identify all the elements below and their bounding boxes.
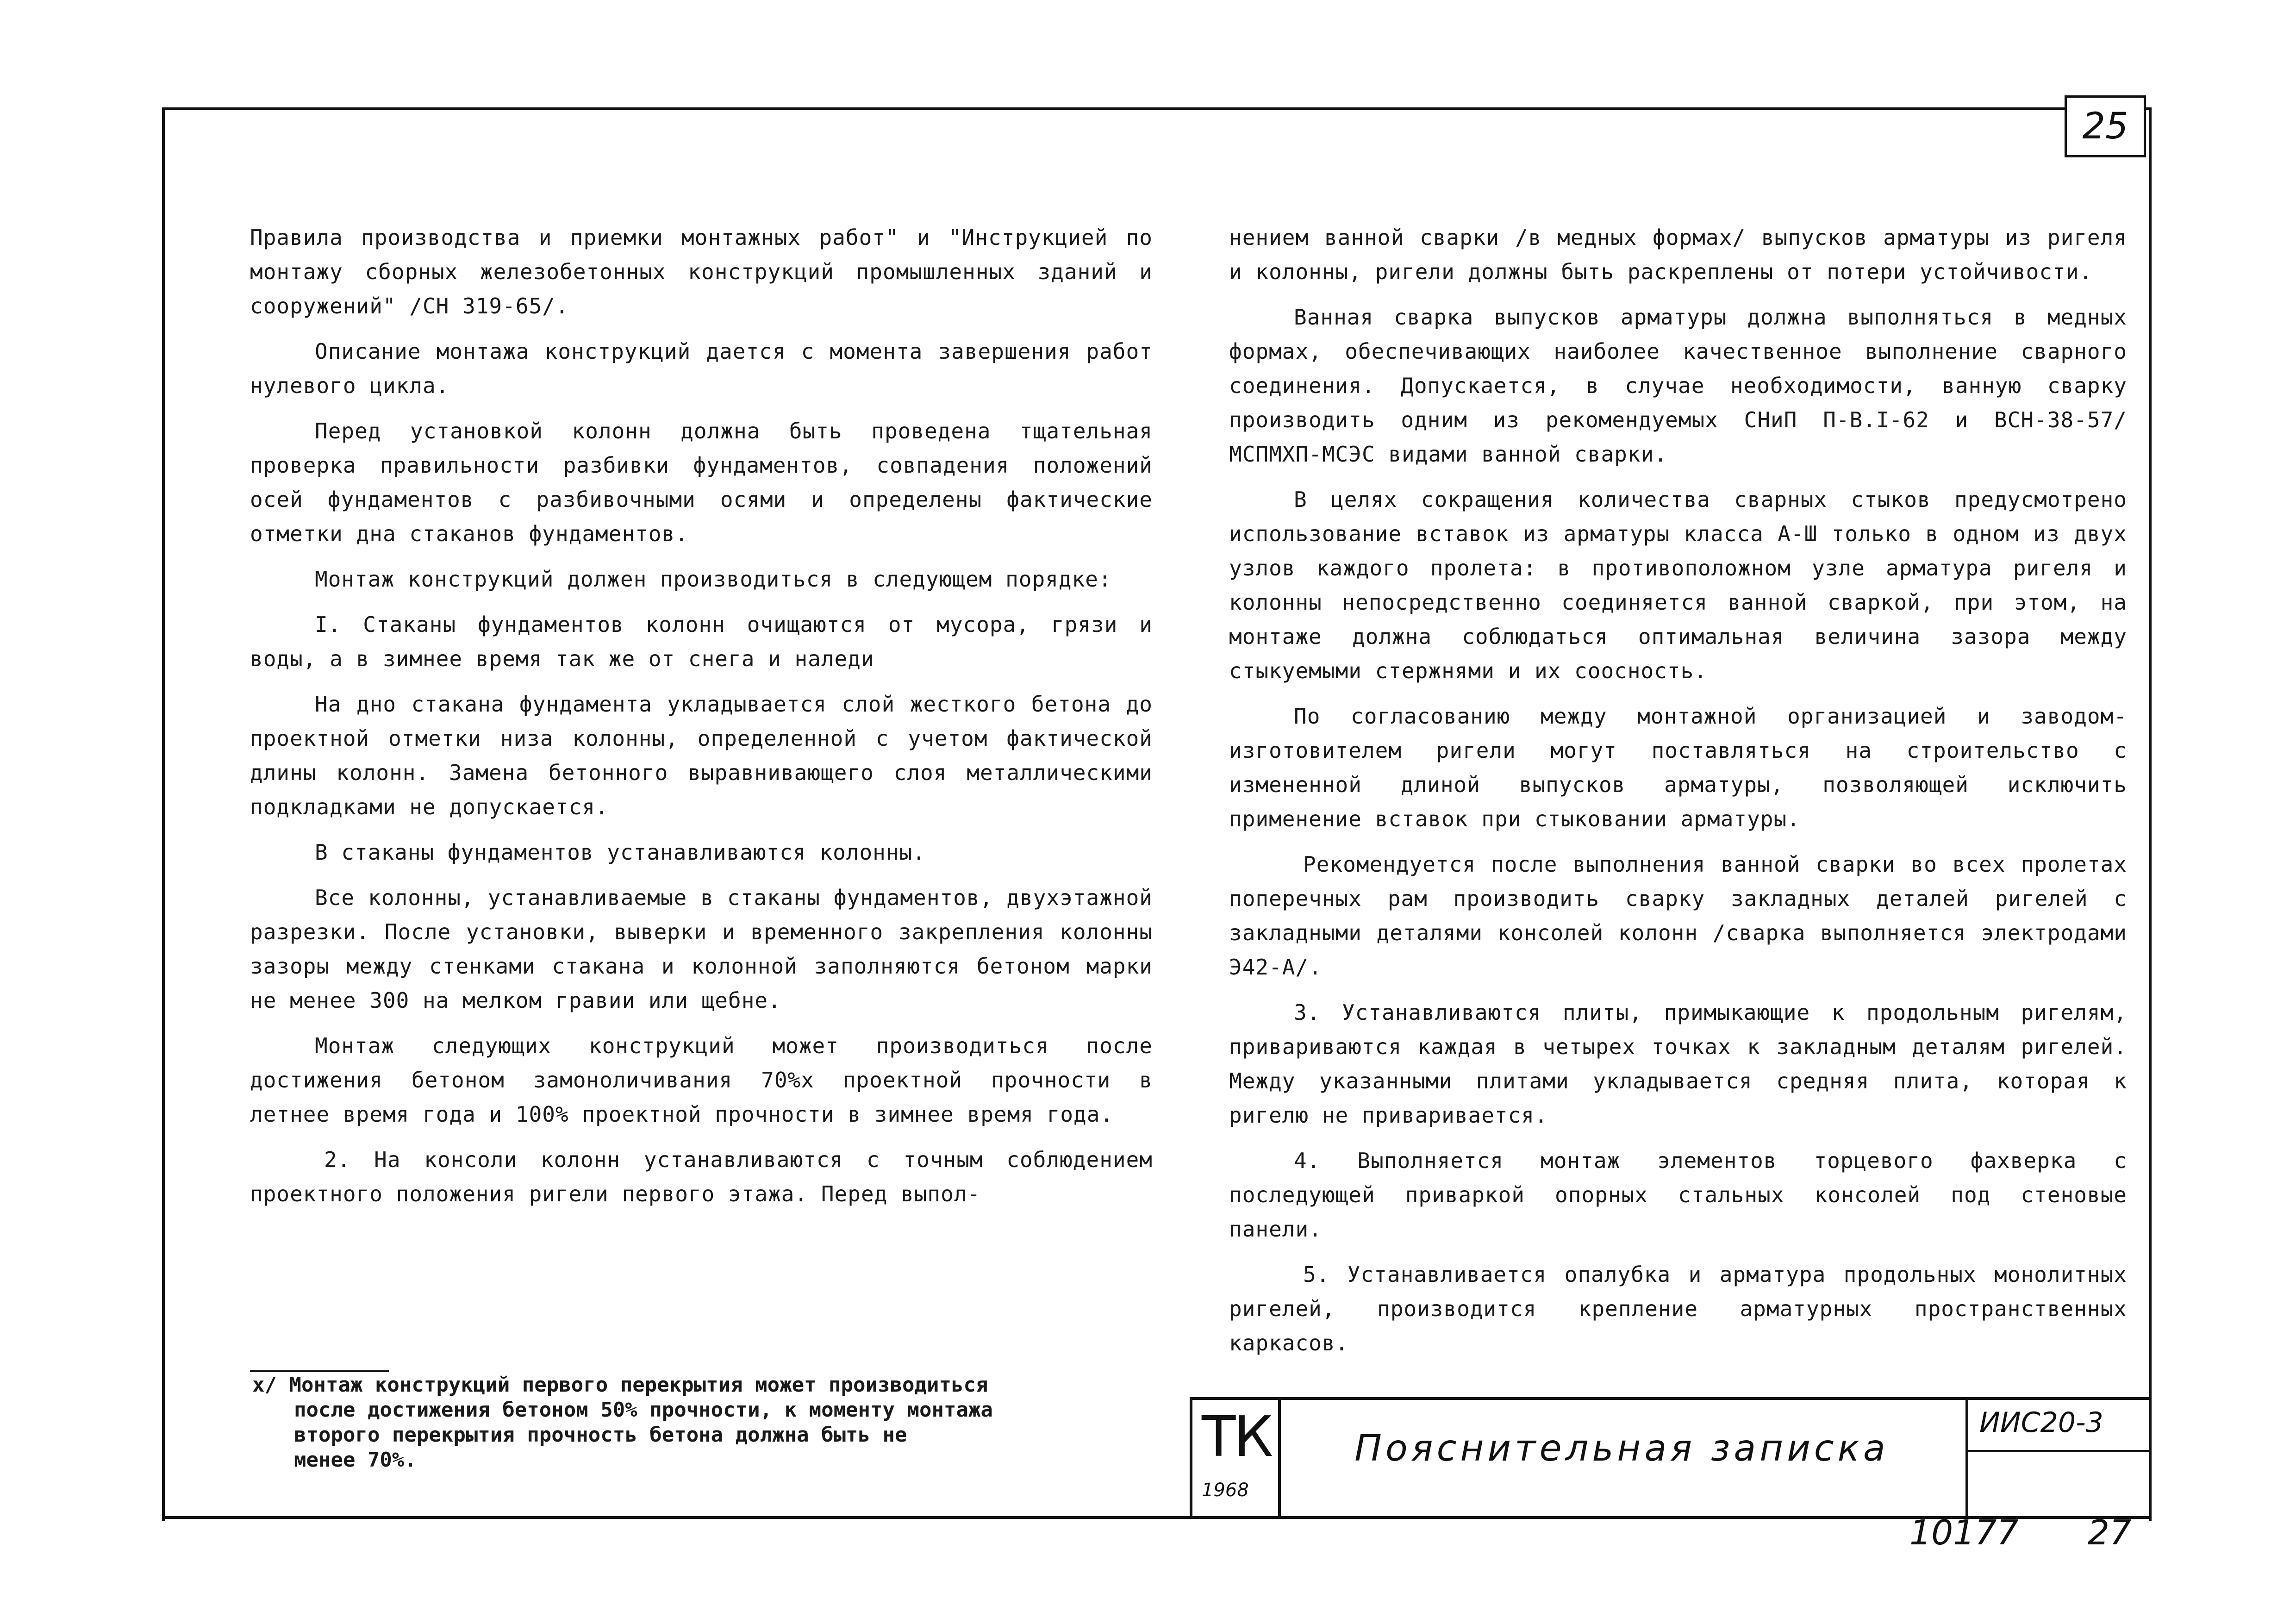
footnote-line: Монтаж конструкций первого перекрытия может производиться bbox=[289, 1373, 988, 1397]
paragraph: нением ванной сварки /в медных формах/ выпусков арматуры из ригеля и колонны, ригели должны быть раскреплены от потери устойчивости. bbox=[1229, 225, 2127, 284]
tk-logo: ТК bbox=[1202, 1405, 1272, 1469]
paragraph: 2. На консоли колонн устанавливаются с точным соблюдением проектного положения ригели первого этажа. Перед выпол- bbox=[250, 1147, 1153, 1206]
paragraph: Перед установкой колонн должна быть проведена тщательная проверка правильности разбивки фундаментов, совпадения положений осей фундаментов с разбивочными осями и определены фактические отметки дна стаканов фундаментов. bbox=[250, 418, 1153, 546]
document-title: Пояснительная записка bbox=[1354, 1428, 1889, 1469]
footnote-line: после достижения бетоном 50% прочности, к моменту монтажа bbox=[294, 1398, 993, 1422]
paragraph: 5. Устанавливается опалубка и арматура продольных монолитных ригелей, производится крепление арматурных пространственных каркасов. bbox=[1229, 1262, 2127, 1355]
left-column bbox=[250, 220, 1153, 1222]
page-number: 25 bbox=[2065, 95, 2146, 157]
paragraph: 3. Устанавливаются плиты, примыкающие к продольным ригелям, привариваются каждая в четырех точках к закладным деталям ригелей. Между указанными плитами укладывается средняя плита, которая к ригелю не приваривается. bbox=[1229, 1000, 2127, 1128]
paragraph: I. Стаканы фундаментов колонн очищаются от мусора, грязи и воды, а в зимнее время так же от снега и наледи bbox=[250, 612, 1153, 671]
paragraph: Правила производства и приемки монтажных работ" и "Инструкцией по монтажу сборных железобетонных конструкций промышленных зданий и сооружений" /СН 319-65/. bbox=[250, 225, 1153, 319]
paragraph: На дно стакана фундамента укладывается слой жесткого бетона до проектной отметки низа колонны, определенной с учетом фактической длины колонн. Замена бетонного выравнивающего слоя металлическими подкладками не допускается. bbox=[250, 692, 1153, 819]
right-column bbox=[1229, 220, 2127, 1371]
sheet-number: 27 bbox=[2088, 1513, 2132, 1553]
footnote bbox=[252, 1373, 1155, 1473]
paragraph: 4. Выполняется монтаж элементов торцевого фахверка с последующей приваркой опорных стальных консолей под стеновые панели. bbox=[1229, 1148, 2127, 1242]
footnote-line: менее 70%. bbox=[294, 1448, 417, 1472]
document-code: ИИС20-3 bbox=[1979, 1406, 2103, 1439]
paragraph: Ванная сварка выпусков арматуры должна выполняться в медных формах, обеспечивающих наиболее качественное выполнение сварного соединения. Допускается, в случае необходимости, ванную сварку производить одним из рекомендуемых СНиП П-В.I-62 и ВСН-38-57/МСПМХП-МСЭС видами ванной сварки. bbox=[1229, 305, 2127, 467]
title-block-divider bbox=[1965, 1450, 2149, 1452]
paragraph: Описание монтажа конструкций дается с момента завершения работ нулевого цикла. bbox=[250, 339, 1153, 398]
title-block-divider bbox=[1965, 1400, 1968, 1519]
paragraph: Монтаж следующих конструкций может производиться после достижения бетоном замоноличивания 70%х проектной прочности в летнее время года и 100% проектной прочности в зимнее время года. bbox=[250, 1033, 1153, 1127]
inventory-number: 10177 bbox=[1909, 1513, 2019, 1553]
paragraph: Все колонны, устанавливаемые в стаканы фундаментов, двухэтажной разрезки. После установки, выверки и временного закрепления колонны зазоры между стенками стакана и колонной заполняются бетоном марки не менее 300 на мелком гравии или щебне. bbox=[250, 885, 1153, 1013]
paragraph: В целях сокращения количества сварных стыков предусмотрено использование вставок из арматуры класса А-Ш только в одном из двух узлов каждого пролета: в противоположном узле арматура ригеля и колонны непосредственно соединяется ванной сваркой, при этом, на монтаже должна соблюдаться оптимальная величина зазора между стыкуемыми стержнями и их соосность. bbox=[1229, 487, 2127, 683]
paragraph: Монтаж конструкций должен производиться в следующем порядке: bbox=[315, 567, 1112, 592]
title-block bbox=[1190, 1397, 2149, 1519]
paragraph: В стаканы фундаментов устанавливаются колонны. bbox=[315, 840, 926, 865]
footnote-line: второго перекрытия прочность бетона должна быть не bbox=[294, 1423, 907, 1447]
footnote-rule bbox=[250, 1370, 389, 1372]
paragraph: Рекомендуется после выполнения ванной сварки во всех пролетах поперечных рам производить сварку закладных деталей ригелей с закладными деталями консолей колонн /сварка выполняется электродами Э42-А/. bbox=[1229, 852, 2127, 980]
footnote-marker: х/ bbox=[252, 1373, 277, 1397]
paragraph: По согласованию между монтажной организацией и заводом-изготовителем ригели могут поставляться на строительство с измененной длиной выпусков арматуры, позволяющей исключить применение вставок при стыковании арматуры. bbox=[1229, 704, 2127, 831]
tk-year: 1968 bbox=[1202, 1480, 1249, 1501]
